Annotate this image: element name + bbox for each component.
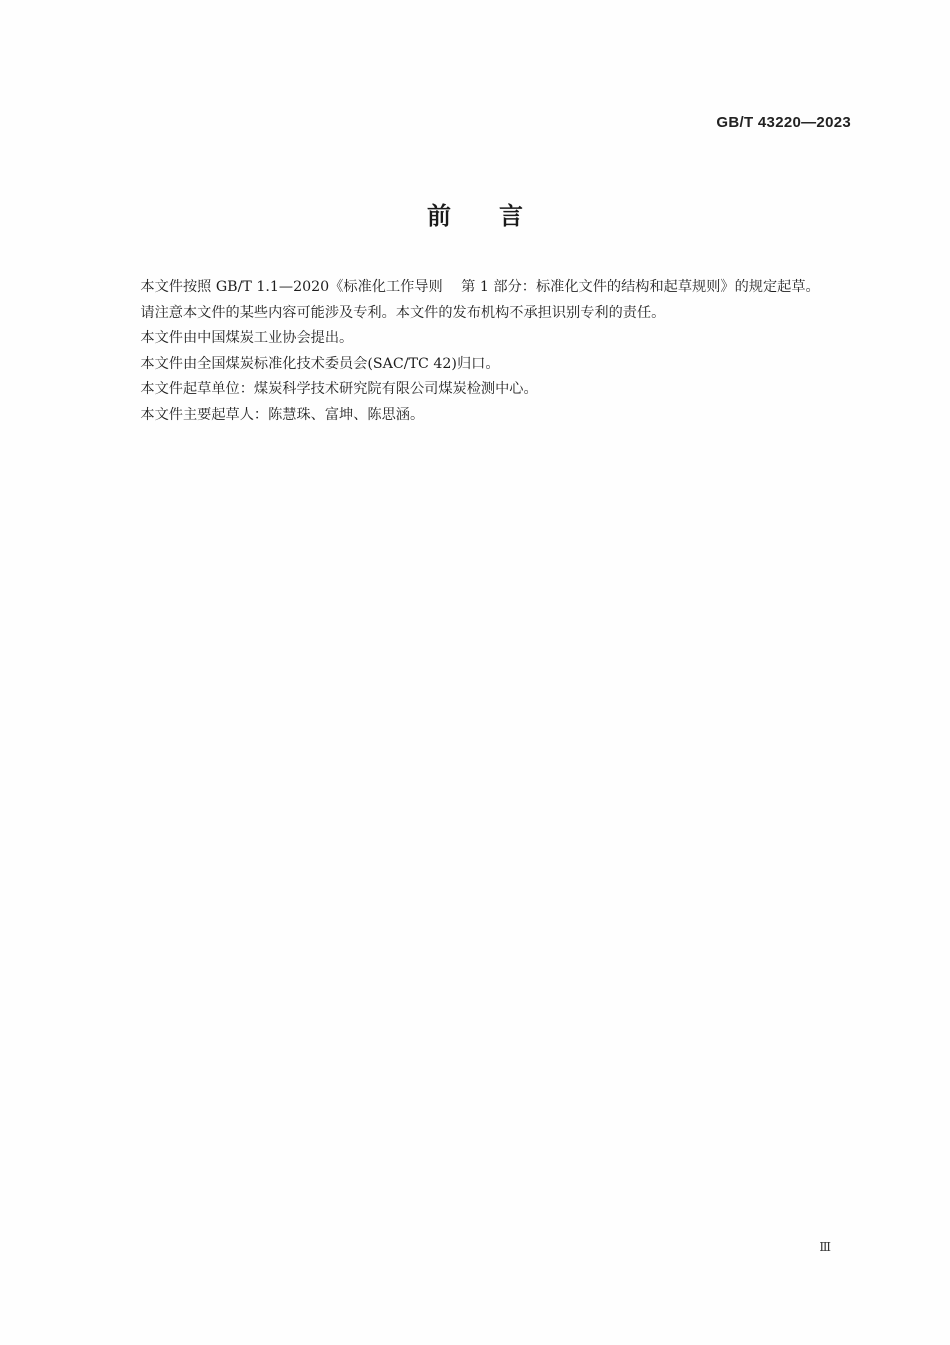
preface-body: [112, 275, 852, 429]
preface-paragraph-patent-notice: 请注意本文件的某些内容可能涉及专利。本文件的发布机构不承担识别专利的责任。: [140, 304, 666, 321]
page-number: Ⅲ: [819, 1240, 830, 1254]
preface-paragraph-committee: 本文件由全国煤炭标准化技术委员会(SAC/TC 42)归口。: [140, 355, 500, 372]
title-char-1: 前: [427, 202, 451, 230]
drafting-rules-text-b: 第 1 部分：标准化文件的结构和起草规则》的规定起草。: [461, 279, 820, 295]
page-title: [0, 196, 950, 231]
preface-paragraph-proposer: 本文件由中国煤炭工业协会提出。: [140, 330, 354, 347]
standard-number: GB/T 43220—2023: [716, 114, 851, 131]
preface-paragraph-drafting-rules: [112, 275, 852, 301]
preface-paragraph-drafters: 本文件主要起草人：陈慧珠、富坤、陈思涵。: [140, 406, 425, 423]
title-char-2: 言: [499, 202, 523, 230]
drafting-rules-text-a: 本文件按照 GB/T 1.1—2020《标准化工作导则: [140, 279, 443, 295]
preface-paragraph-drafting-unit: 本文件起草单位：煤炭科学技术研究院有限公司煤炭检测中心。: [140, 381, 538, 398]
